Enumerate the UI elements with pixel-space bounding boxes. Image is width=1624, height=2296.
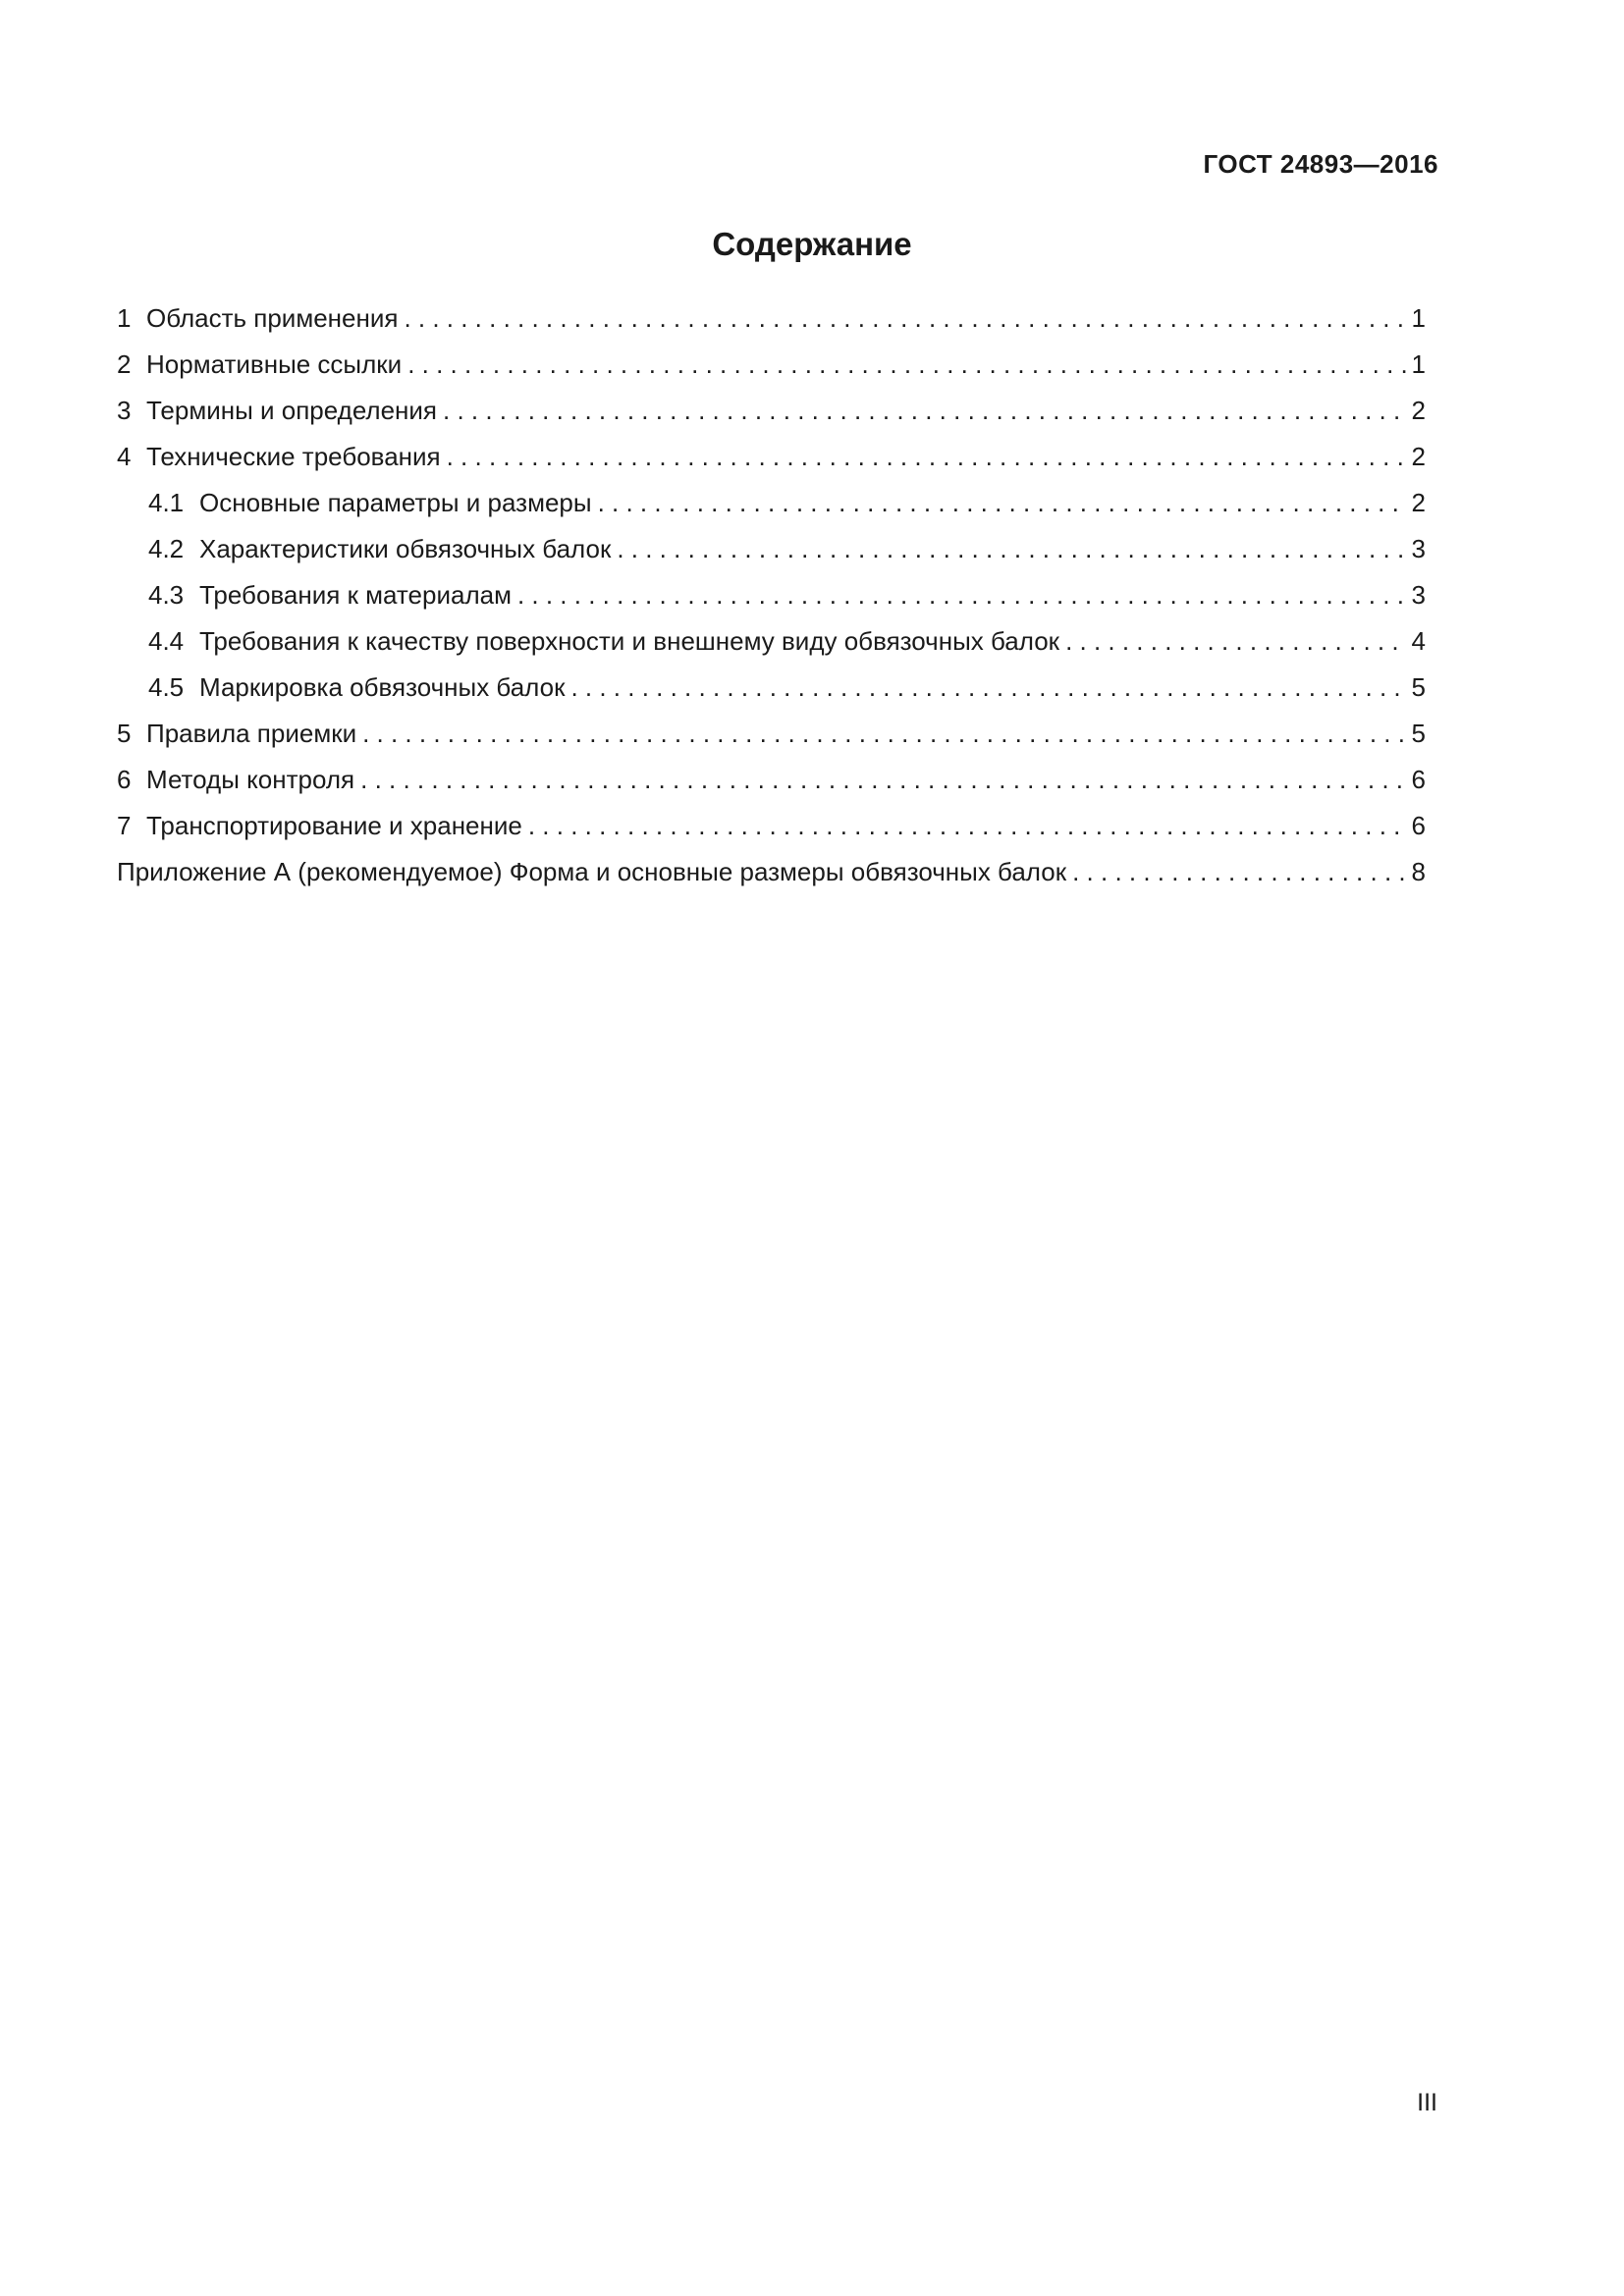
toc-dot-leader xyxy=(1065,623,1407,659)
toc-entry[interactable] xyxy=(117,808,1426,854)
toc-entry[interactable] xyxy=(117,393,1426,439)
toc-entry-title: Приложение А (рекомендуемое) Форма и основные размеры обвязочных балок xyxy=(117,857,1067,886)
toc-subentry[interactable] xyxy=(117,485,1426,531)
toc-dot-leader xyxy=(528,808,1408,843)
toc-entry-title: Область применения xyxy=(146,303,399,333)
toc-entry-title: Характеристики обвязочных балок xyxy=(199,534,612,563)
toc-subentry[interactable] xyxy=(117,531,1426,577)
toc-entry-number: 4.5 xyxy=(148,672,185,702)
document-standard-code: ГОСТ 24893—2016 xyxy=(1203,149,1438,179)
toc-entry-title: Технические требования xyxy=(146,442,441,471)
toc-subentry[interactable] xyxy=(117,577,1426,623)
toc-entry-title: Правила приемки xyxy=(146,719,357,748)
toc-entry-number: 4.3 xyxy=(148,580,185,610)
toc-entry-title: Требования к материалам xyxy=(199,580,512,610)
toc-entry-page: 2 xyxy=(1411,396,1426,425)
toc-entry[interactable] xyxy=(117,439,1426,485)
toc-entry-title: Основные параметры и размеры xyxy=(199,488,592,517)
toc-entry-number: 7 xyxy=(117,811,132,840)
toc-entry-page: 4 xyxy=(1411,626,1426,656)
toc-entry-number: 4 xyxy=(117,442,132,471)
toc-entry-number: 4.1 xyxy=(148,488,185,517)
toc-entry-page: 2 xyxy=(1411,488,1426,517)
toc-dot-leader xyxy=(404,300,1407,336)
toc-title: Содержание xyxy=(712,226,912,262)
toc-dot-leader xyxy=(447,439,1408,474)
toc-entry-number: 5 xyxy=(117,719,132,748)
toc-entry-number: 2 xyxy=(117,349,132,379)
toc-entry-page: 5 xyxy=(1411,719,1426,748)
toc-dot-leader xyxy=(617,531,1407,566)
toc-entry-title: Методы контроля xyxy=(146,765,355,794)
toc-dot-leader xyxy=(360,762,1407,797)
toc-entry-number: 4.4 xyxy=(148,626,185,656)
toc-dot-leader xyxy=(598,485,1408,520)
toc-entry-title: Транспортирование и хранение xyxy=(146,811,522,840)
toc-dot-leader xyxy=(570,669,1407,705)
toc-entry-page: 8 xyxy=(1411,857,1426,886)
toc-entry-number: 4.2 xyxy=(148,534,185,563)
toc-entry-page: 5 xyxy=(1411,672,1426,702)
toc-dot-leader xyxy=(443,393,1408,428)
toc-appendix-entry[interactable] xyxy=(117,854,1426,900)
toc-entry-page: 1 xyxy=(1411,349,1426,379)
toc-entry-title: Нормативные ссылки xyxy=(146,349,403,379)
toc-dot-leader xyxy=(517,577,1408,613)
toc-subentry[interactable] xyxy=(117,669,1426,716)
toc-entry[interactable] xyxy=(117,762,1426,808)
toc-entry-title: Маркировка обвязочных балок xyxy=(199,672,566,702)
toc-entry-page: 2 xyxy=(1411,442,1426,471)
toc-entry-page: 3 xyxy=(1411,580,1426,610)
table-of-contents xyxy=(117,300,1426,900)
toc-entry-page: 6 xyxy=(1411,765,1426,794)
toc-subentry[interactable] xyxy=(117,623,1426,669)
toc-dot-leader xyxy=(362,716,1407,751)
toc-entry-number: 6 xyxy=(117,765,132,794)
toc-dot-leader xyxy=(1072,854,1407,889)
toc-entry[interactable] xyxy=(117,300,1426,347)
toc-entry-page: 6 xyxy=(1411,811,1426,840)
toc-entry-title: Требования к качеству поверхности и внешнему виду обвязочных балок xyxy=(199,626,1060,656)
toc-entry-title: Термины и определения xyxy=(146,396,438,425)
page-number: III xyxy=(1417,2089,1437,2116)
toc-entry[interactable] xyxy=(117,716,1426,762)
toc-entry-number: 1 xyxy=(117,303,132,333)
toc-entry-page: 1 xyxy=(1411,303,1426,333)
toc-dot-leader xyxy=(407,347,1407,382)
toc-entry-number: 3 xyxy=(117,396,132,425)
toc-entry[interactable] xyxy=(117,347,1426,393)
toc-entry-page: 3 xyxy=(1411,534,1426,563)
